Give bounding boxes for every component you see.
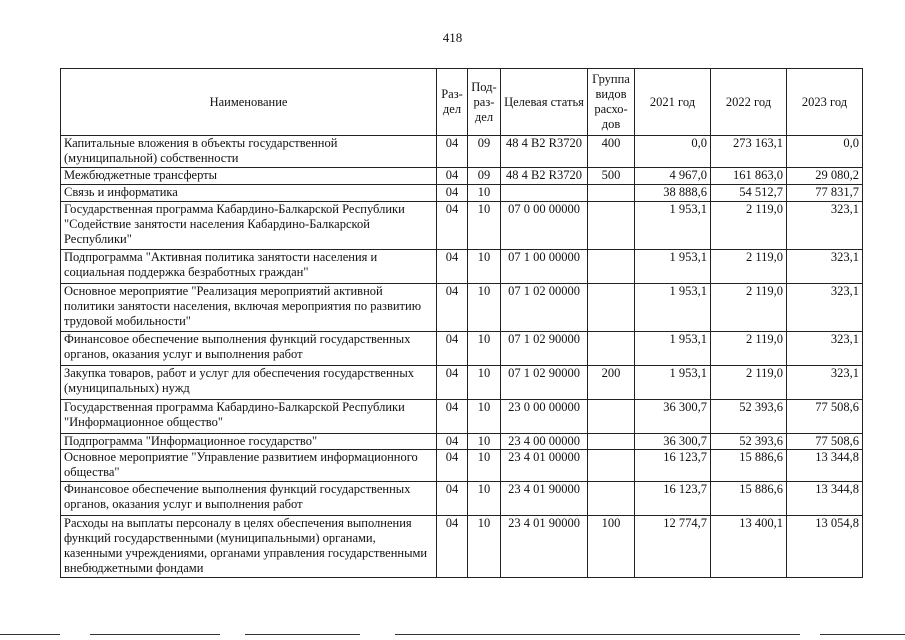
table-row (61, 168, 863, 185)
row-value-2021: 16 123,7 (635, 450, 711, 482)
row-value-2022: 161 863,0 (711, 168, 787, 185)
table-row (61, 450, 863, 482)
row-name: Закупка товаров, работ и услуг для обеспечения государственных (муниципальных) нужд (61, 366, 437, 400)
page-number: 418 (442, 30, 463, 45)
row-subsection: 10 (468, 185, 501, 202)
row-name: Подпрограмма "Информационное государство" (61, 434, 437, 450)
header-target-article: Целевая статья (501, 69, 588, 136)
row-target-article: 23 4 00 00000 (501, 434, 588, 450)
footer-rule (395, 634, 800, 635)
header-2023: 2023 год (787, 69, 863, 136)
row-value-2022: 54 512,7 (711, 185, 787, 202)
row-expense-group (588, 185, 635, 202)
row-value-2022: 15 886,6 (711, 450, 787, 482)
table-row (61, 516, 863, 578)
row-expense-group (588, 332, 635, 366)
row-target-article: 07 1 00 00000 (501, 250, 588, 284)
row-expense-group (588, 450, 635, 482)
row-subsection: 10 (468, 450, 501, 482)
row-subsection: 10 (468, 434, 501, 450)
header-name: Наименование (61, 69, 437, 136)
row-section: 04 (437, 482, 468, 516)
row-value-2023: 13 344,8 (787, 450, 863, 482)
table-row (61, 185, 863, 202)
row-value-2021: 36 300,7 (635, 434, 711, 450)
row-section: 04 (437, 185, 468, 202)
row-value-2021: 0,0 (635, 136, 711, 168)
row-target-article: 23 4 01 90000 (501, 516, 588, 578)
row-target-article: 07 1 02 90000 (501, 366, 588, 400)
row-name: Основное мероприятие "Управление развитием информационного общества" (61, 450, 437, 482)
row-target-article: 23 4 01 90000 (501, 482, 588, 516)
table-row (61, 332, 863, 366)
table-row (61, 250, 863, 284)
row-value-2023: 0,0 (787, 136, 863, 168)
footer-rule (820, 634, 905, 635)
table-row (61, 366, 863, 400)
row-value-2021: 1 953,1 (635, 332, 711, 366)
header-subsection: Под-раз-дел (468, 69, 501, 136)
row-section: 04 (437, 366, 468, 400)
row-target-article: 23 0 00 00000 (501, 400, 588, 434)
row-value-2021: 12 774,7 (635, 516, 711, 578)
row-name: Государственная программа Кабардино-Балкарской Республики "Информационное общество" (61, 400, 437, 434)
row-value-2021: 1 953,1 (635, 250, 711, 284)
row-value-2022: 2 119,0 (711, 284, 787, 332)
row-section: 04 (437, 168, 468, 185)
row-expense-group: 100 (588, 516, 635, 578)
row-section: 04 (437, 400, 468, 434)
row-value-2023: 323,1 (787, 202, 863, 250)
row-value-2023: 323,1 (787, 332, 863, 366)
row-subsection: 09 (468, 168, 501, 185)
row-value-2022: 2 119,0 (711, 202, 787, 250)
row-value-2023: 13 054,8 (787, 516, 863, 578)
row-value-2023: 77 831,7 (787, 185, 863, 202)
row-subsection: 10 (468, 250, 501, 284)
row-expense-group: 500 (588, 168, 635, 185)
row-target-article: 07 0 00 00000 (501, 202, 588, 250)
row-value-2021: 36 300,7 (635, 400, 711, 434)
row-expense-group (588, 284, 635, 332)
row-target-article: 07 1 02 00000 (501, 284, 588, 332)
row-target-article (501, 185, 588, 202)
row-expense-group (588, 482, 635, 516)
table-row (61, 434, 863, 450)
row-value-2021: 38 888,6 (635, 185, 711, 202)
row-value-2021: 1 953,1 (635, 366, 711, 400)
row-name: Расходы на выплаты персоналу в целях обеспечения выполнения функций государственными (муниципальными) органами, казенными учреждениями, органами управления государственными внебюджетными фондами (61, 516, 437, 578)
header-expense-group: Группа видов расхо-дов (588, 69, 635, 136)
row-subsection: 10 (468, 516, 501, 578)
table-row (61, 482, 863, 516)
row-name: Межбюджетные трансферты (61, 168, 437, 185)
row-section: 04 (437, 136, 468, 168)
table-row (61, 202, 863, 250)
row-value-2021: 16 123,7 (635, 482, 711, 516)
row-value-2023: 323,1 (787, 284, 863, 332)
row-value-2023: 13 344,8 (787, 482, 863, 516)
table-body (61, 136, 863, 578)
row-target-article: 07 1 02 90000 (501, 332, 588, 366)
row-subsection: 10 (468, 284, 501, 332)
row-value-2023: 77 508,6 (787, 434, 863, 450)
row-section: 04 (437, 516, 468, 578)
row-expense-group (588, 250, 635, 284)
row-value-2021: 4 967,0 (635, 168, 711, 185)
row-value-2023: 323,1 (787, 250, 863, 284)
row-subsection: 10 (468, 332, 501, 366)
row-subsection: 10 (468, 366, 501, 400)
row-section: 04 (437, 450, 468, 482)
row-name: Капитальные вложения в объекты государственной (муниципальной) собственности (61, 136, 437, 168)
row-value-2022: 273 163,1 (711, 136, 787, 168)
row-expense-group (588, 400, 635, 434)
footer-rule (245, 634, 360, 635)
budget-table (60, 68, 863, 578)
row-value-2023: 323,1 (787, 366, 863, 400)
row-expense-group: 200 (588, 366, 635, 400)
table-row (61, 284, 863, 332)
table-row (61, 400, 863, 434)
table-header-row (61, 69, 863, 136)
row-name: Подпрограмма "Активная политика занятости населения и социальная поддержка безработных граждан" (61, 250, 437, 284)
row-target-article: 48 4 B2 R3720 (501, 136, 588, 168)
row-expense-group: 400 (588, 136, 635, 168)
row-subsection: 09 (468, 136, 501, 168)
row-target-article: 23 4 01 00000 (501, 450, 588, 482)
row-section: 04 (437, 250, 468, 284)
footer-rule (90, 634, 220, 635)
table-row (61, 136, 863, 168)
row-section: 04 (437, 332, 468, 366)
row-value-2022: 15 886,6 (711, 482, 787, 516)
row-value-2023: 77 508,6 (787, 400, 863, 434)
row-value-2022: 52 393,6 (711, 400, 787, 434)
row-value-2023: 29 080,2 (787, 168, 863, 185)
row-expense-group (588, 434, 635, 450)
header-section: Раз-дел (437, 69, 468, 136)
row-name: Государственная программа Кабардино-Балкарской Республики "Содействие занятости населения Кабардино-Балкарской Республики" (61, 202, 437, 250)
row-subsection: 10 (468, 482, 501, 516)
row-name: Финансовое обеспечение выполнения функций государственных органов, оказания услуг и выполнения работ (61, 482, 437, 516)
row-value-2022: 13 400,1 (711, 516, 787, 578)
row-value-2022: 52 393,6 (711, 434, 787, 450)
row-name: Основное мероприятие "Реализация мероприятий активной политики занятости населения, включая мероприятия по развитию трудовой мобильности" (61, 284, 437, 332)
row-section: 04 (437, 284, 468, 332)
row-value-2022: 2 119,0 (711, 332, 787, 366)
header-2022: 2022 год (711, 69, 787, 136)
row-value-2022: 2 119,0 (711, 366, 787, 400)
row-section: 04 (437, 434, 468, 450)
row-subsection: 10 (468, 400, 501, 434)
header-2021: 2021 год (635, 69, 711, 136)
row-subsection: 10 (468, 202, 501, 250)
footer-rule (0, 634, 60, 635)
row-expense-group (588, 202, 635, 250)
row-target-article: 48 4 B2 R3720 (501, 168, 588, 185)
row-value-2021: 1 953,1 (635, 284, 711, 332)
row-name: Связь и информатика (61, 185, 437, 202)
row-section: 04 (437, 202, 468, 250)
row-value-2022: 2 119,0 (711, 250, 787, 284)
row-name: Финансовое обеспечение выполнения функций государственных органов, оказания услуг и выполнения работ (61, 332, 437, 366)
row-value-2021: 1 953,1 (635, 202, 711, 250)
